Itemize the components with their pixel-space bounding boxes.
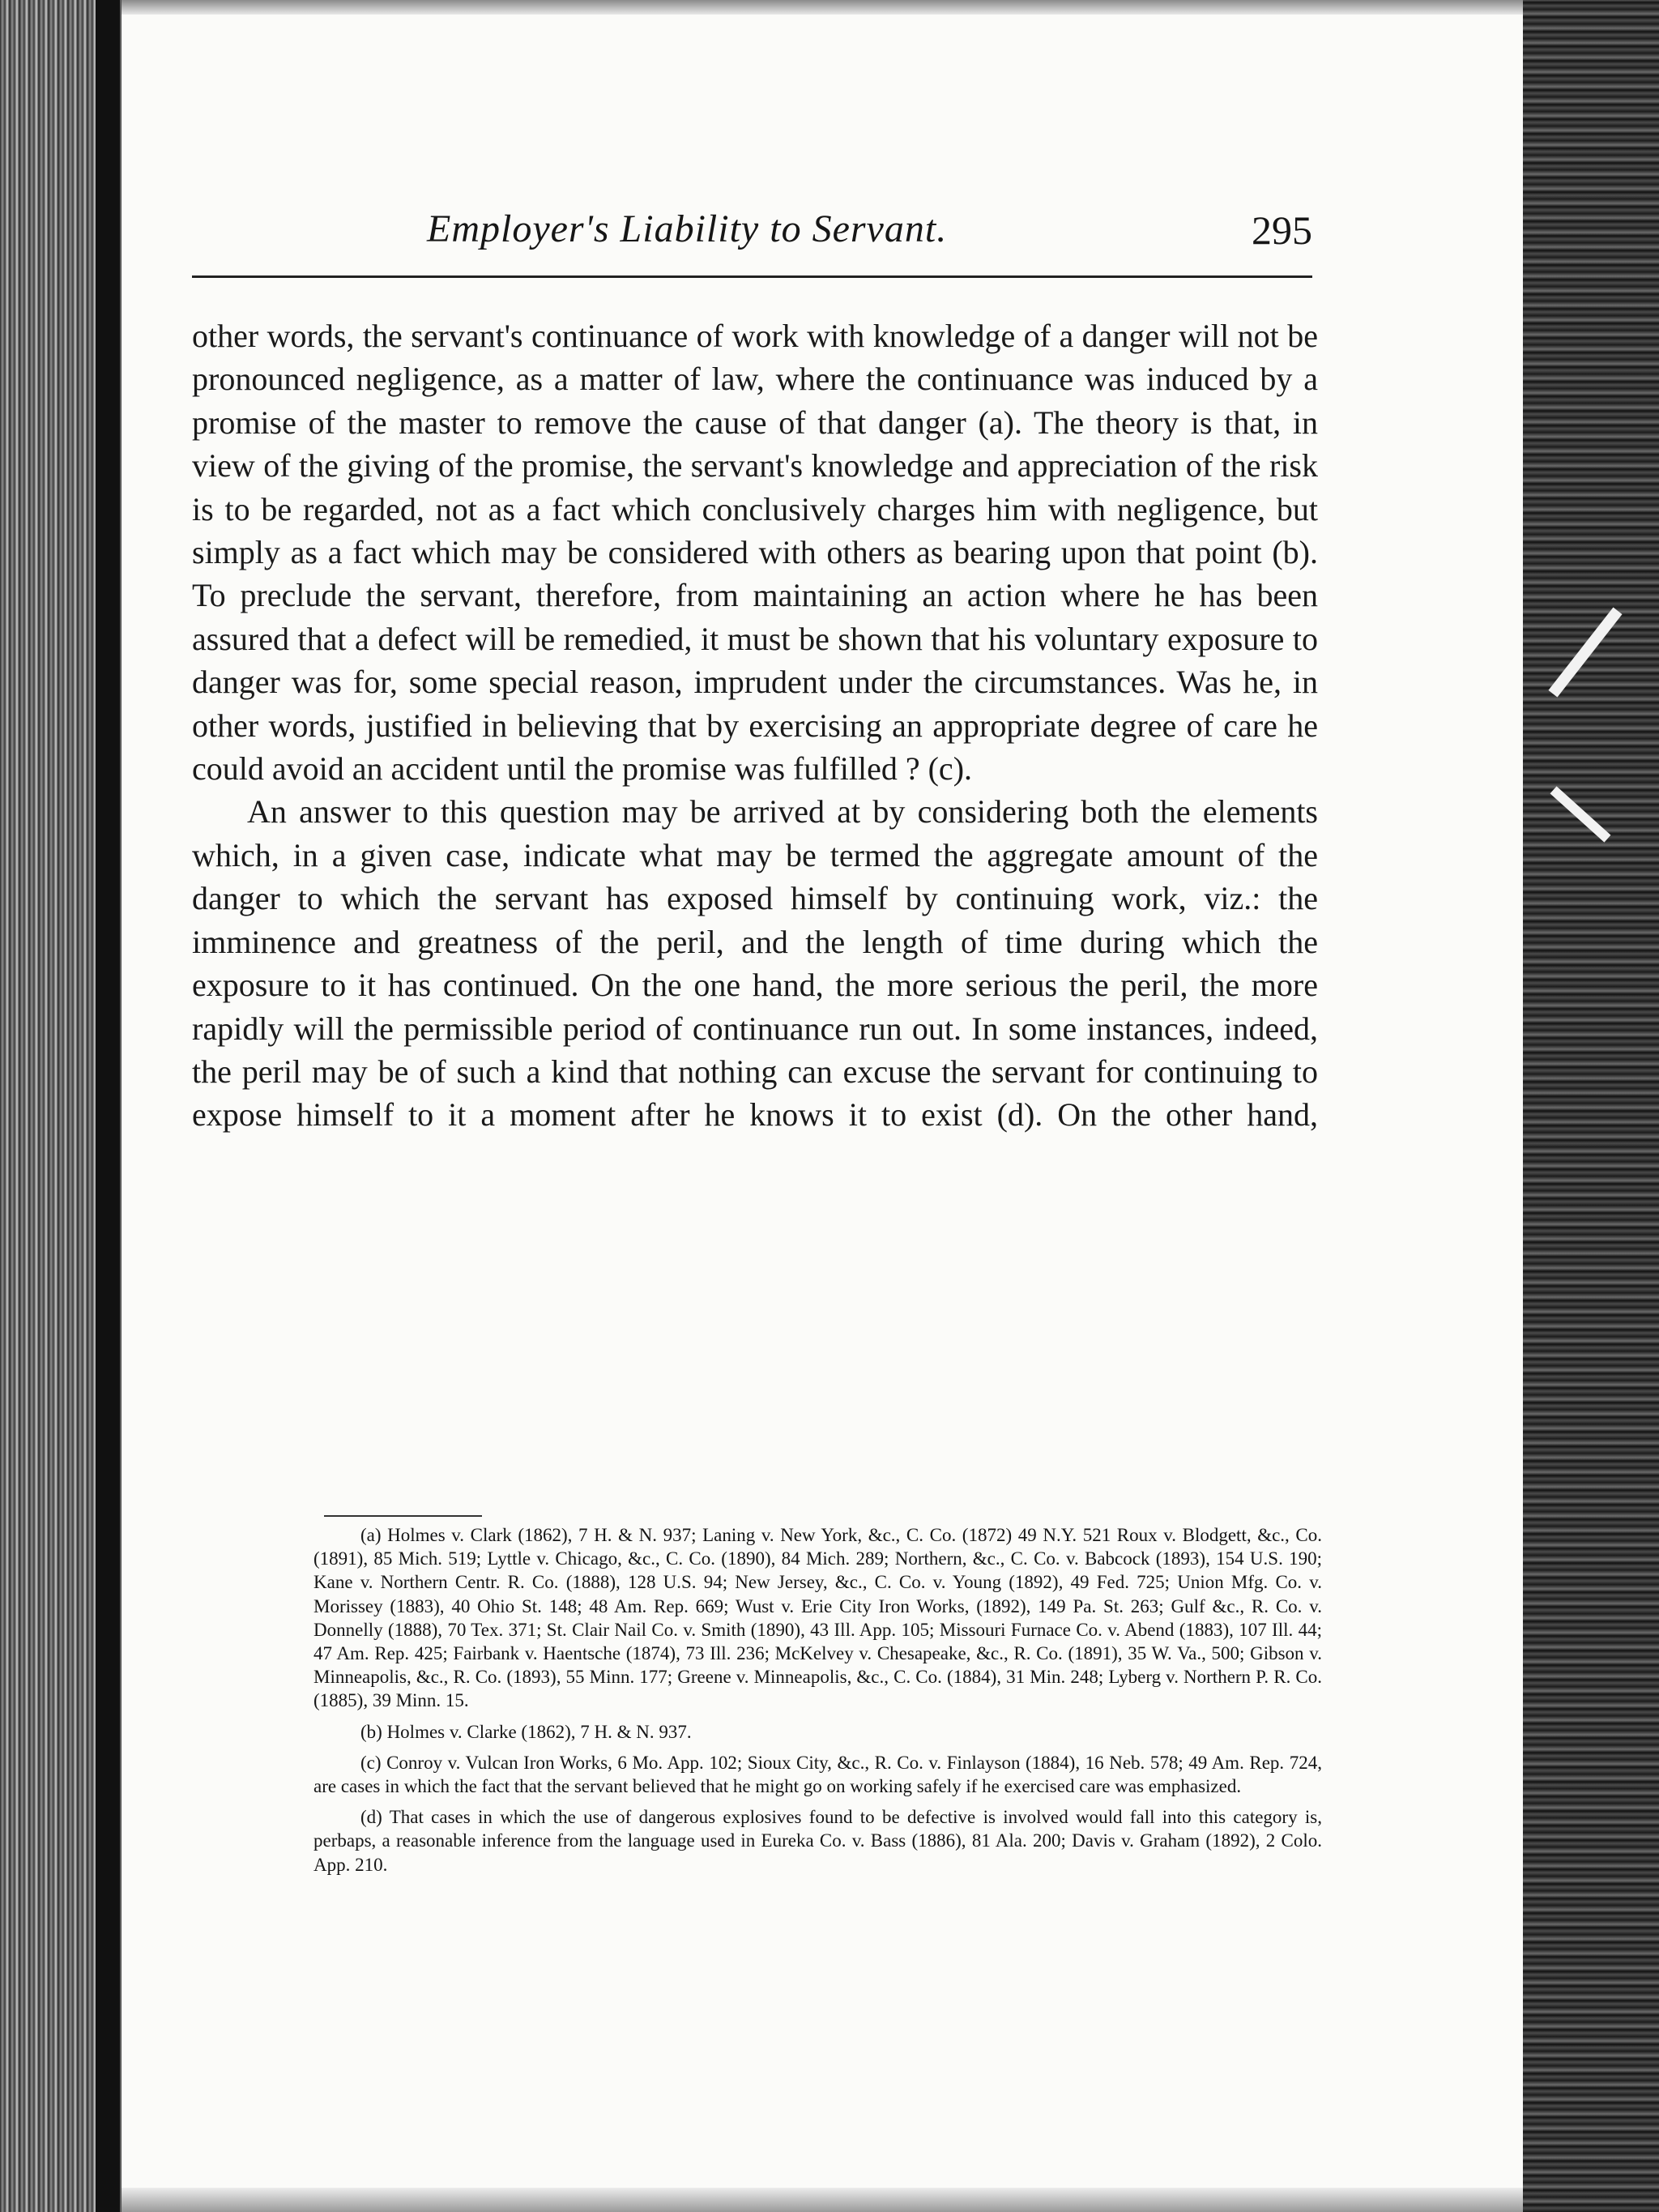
scan-top-edge [122,0,1523,15]
page-number: 295 [1252,207,1312,253]
body-text [192,314,1318,1137]
scan-right-edge [1523,0,1659,2212]
footnote-b: (b) Holmes v. Clarke (1862), 7 H. & N. 937. [360,1721,692,1742]
paragraph: An answer to this question may be arrived at by considering both the elements which, in a given case, indicate what may be termed the aggregate amount of the danger to which the servant has exposed himself by continuing work, viz.: the imminence and greatness of the peril, and the length of time during which the exposure to it has continued. On the one hand, the more serious the peril, the more rapidly will the permissible period of continuance run out. In some instances, indeed, the peril may be of such a kind that nothing can excuse the servant for continuing to expose himself to it a moment after he knows it to exist (d). On the other hand, [192,793,1318,1134]
footnotes [313,1523,1322,1884]
header-rule [192,275,1312,278]
footnote-rule [324,1515,482,1517]
page-header [192,207,1312,263]
footnote-d: (d) That cases in which the use of dangerous explosives found to be defective is involved would fall into this category is, perbaps, a reasonable inference from the language used in Eureka Co. v. Bass (1886), 81 Ala. 200; Davis v. Graham (1892), 2 Colo. App. 210. [313,1807,1322,1875]
footnote-a: (a) Holmes v. Clark (1862), 7 H. & N. 937; Laning v. New York, &c., C. Co. (1872) 49 N.Y. 521 Roux v. Blodgett, &c., Co. (1891), 85 Mich. 519; Lyttle v. Chicago, &c., C. Co. (1890), 84 Mich. 289; Northern, &c., C. Co. v. Babcock (1893), 154 U.S. 190; Kane v. Northern Centr. R. Co. (1888), 128 U.S. 94; New Jersey, &c., C. Co. v. Young (1892), 49 Fed. 725; Union Mfg. Co. v. Morissey (1883), 40 Ohio St. 148; 48 Am. Rep. 669; Wust v. Erie City Iron Works, (1892), 149 Pa. St. 263; Gulf &c., R. Co. v. Donnelly (1888), 70 Tex. 371; St. Clair Nail Co. v. Smith (1890), 43 Ill. App. 105; Missouri Furnace Co. v. Abend (1883), 107 Ill. 44; 47 Am. Rep. 425; Fairbank v. Haentsche (1874), 73 Ill. 236; McKelvey v. Chesapeake, &c., R. Co. (1891), 35 W. Va., 500; Gibson v. Minneapolis, &c., R. Co. (1893), 55 Minn. 177; Greene v. Minneapolis, &c., C. Co. (1884), 31 Min. 248; Lyberg v. Northern P. R. Co. (1885), 39 Minn. 15. [313,1525,1322,1711]
scan-bottom-edge [122,2188,1523,2212]
running-title: Employer's Liability to Servant. [427,207,948,250]
footnote-c: (c) Conroy v. Vulcan Iron Works, 6 Mo. App. 102; Sioux City, &c., R. Co. v. Finlayson (1884), 16 Neb. 578; 49 Am. Rep. 724, are cases in which the fact that the servant believed that he might go on working safely if he exercised care was emphasized. [313,1752,1322,1797]
paragraph: other words, the servant's continuance of work with knowledge of a danger will not be pronounced negligence, as a matter of law, where the continuance was induced by a promise of the master to remove the cause of that danger (a). The theory is that, in view of the giving of the promise, the servant's knowledge and appreciation of the risk is to be regarded, not as a fact which conclusively charges him with negligence, but simply as a fact which may be considered with others as bearing upon that point (b). To preclude the servant, therefore, from maintaining an action where he has been assured that a defect will be remedied, it must be shown that his voluntary exposure to danger was for, some special reason, imprudent under the circumstances. Was he, in other words, justified in believing that by exercising an appropriate degree of care he could avoid an accident until the promise was fulfilled ? (c). [192,318,1318,788]
scan-binding-shadow [96,0,120,2212]
